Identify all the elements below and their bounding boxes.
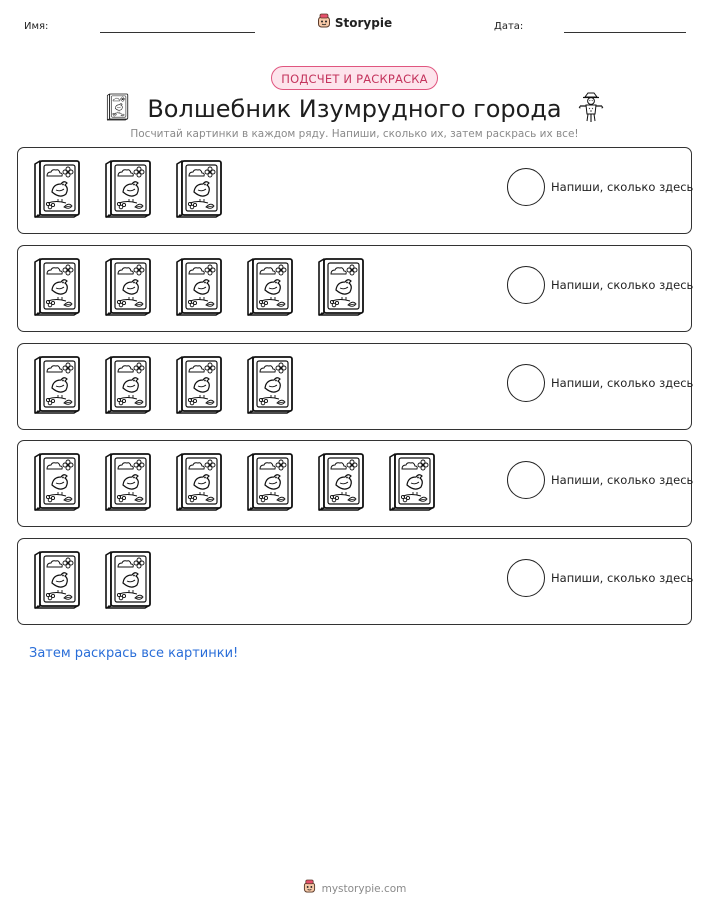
- row-items: [30, 452, 441, 512]
- answer-circle[interactable]: [507, 461, 545, 499]
- book-icon: [172, 355, 228, 415]
- book-icon: [30, 257, 86, 317]
- answer-label: Напиши, сколько здесь: [551, 376, 694, 390]
- storypie-logo-icon: [317, 13, 331, 33]
- brand-logo: [0, 13, 709, 33]
- answer-label: Напиши, сколько здесь: [551, 180, 694, 194]
- answer-label: Напиши, сколько здесь: [551, 571, 694, 585]
- book-icon: [314, 452, 370, 512]
- book-icon: [30, 159, 86, 219]
- date-label: Дата:: [494, 21, 524, 32]
- brand-name: Storypie: [334, 16, 393, 30]
- site-url: mystorypie.com: [321, 882, 407, 895]
- book-icon: [101, 355, 157, 415]
- book-icon: [105, 92, 131, 126]
- answer-label: Напиши, сколько здесь: [551, 473, 694, 487]
- page-title: Волшебник Изумрудного города: [147, 95, 562, 123]
- book-icon: [101, 452, 157, 512]
- count-row-2: [17, 245, 692, 332]
- count-row-3: [17, 343, 692, 430]
- date-field[interactable]: [564, 32, 686, 33]
- book-icon: [172, 257, 228, 317]
- row-items: [30, 550, 157, 610]
- book-icon: [314, 257, 370, 317]
- scarecrow-icon: [578, 91, 604, 127]
- answer-label: Напиши, сколько здесь: [551, 278, 694, 292]
- instructions: Посчитай картинки в каждом ряду. Напиши, сколько их, затем раскрась их все!: [130, 128, 579, 140]
- answer-circle[interactable]: [507, 364, 545, 402]
- book-icon: [101, 257, 157, 317]
- row-items: [30, 159, 228, 219]
- count-row-4: [17, 440, 692, 527]
- badge-wrap: [0, 66, 709, 90]
- count-row-1: [17, 147, 692, 234]
- book-icon: [101, 550, 157, 610]
- answer-circle[interactable]: [507, 559, 545, 597]
- storypie-logo-icon: [303, 879, 316, 898]
- book-icon: [243, 355, 299, 415]
- book-icon: [30, 452, 86, 512]
- book-icon: [385, 452, 441, 512]
- answer-circle[interactable]: [507, 266, 545, 304]
- site-footer: [0, 879, 709, 898]
- book-icon: [172, 452, 228, 512]
- book-icon: [30, 355, 86, 415]
- name-label: Имя:: [24, 21, 49, 32]
- answer-circle[interactable]: [507, 168, 545, 206]
- book-icon: [172, 159, 228, 219]
- coloring-instruction: Затем раскрась все картинки!: [29, 646, 239, 661]
- row-items: [30, 257, 370, 317]
- title-row: [0, 90, 709, 128]
- count-row-5: [17, 538, 692, 625]
- book-icon: [243, 452, 299, 512]
- book-icon: [101, 159, 157, 219]
- row-items: [30, 355, 299, 415]
- book-icon: [243, 257, 299, 317]
- worksheet-type-badge: ПОДСЧЕТ И РАСКРАСКА: [271, 66, 437, 90]
- book-icon: [30, 550, 86, 610]
